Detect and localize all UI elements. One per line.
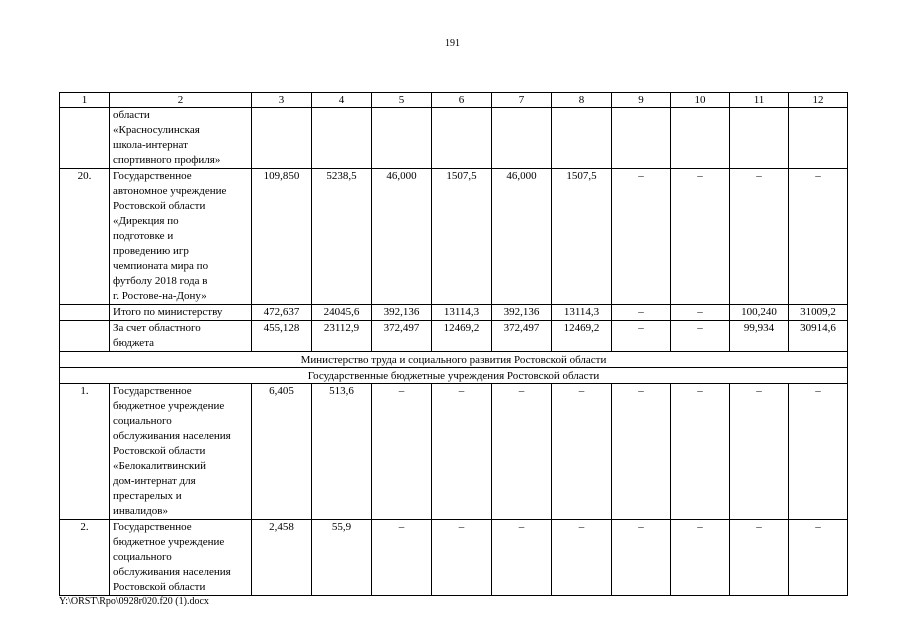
value-cell [252, 108, 312, 169]
value-cell: 13114,3 [552, 305, 612, 321]
value-cell: – [372, 384, 432, 520]
value-cell: 513,6 [312, 384, 372, 520]
value-cell: 2,458 [252, 520, 312, 596]
value-cell [730, 108, 789, 169]
value-cell: – [432, 384, 492, 520]
row-number [60, 321, 110, 352]
column-header: 11 [730, 93, 789, 108]
section-ministry-label: Министерство труда и социального развития Ростовской области [60, 352, 848, 368]
table-row [60, 520, 848, 596]
row-number [60, 305, 110, 321]
value-cell [432, 108, 492, 169]
value-cell: 472,637 [252, 305, 312, 321]
value-cell: – [789, 169, 848, 305]
value-cell: 13114,3 [432, 305, 492, 321]
table-row [60, 169, 848, 305]
column-header: 10 [671, 93, 730, 108]
value-cell: 6,405 [252, 384, 312, 520]
value-cell: 23112,9 [312, 321, 372, 352]
value-cell: – [612, 169, 671, 305]
value-cell: 100,240 [730, 305, 789, 321]
value-cell: 372,497 [372, 321, 432, 352]
value-cell: 46,000 [372, 169, 432, 305]
value-cell: – [671, 520, 730, 596]
value-cell [552, 108, 612, 169]
column-header: 9 [612, 93, 671, 108]
value-cell: 455,128 [252, 321, 312, 352]
row-number: 1. [60, 384, 110, 520]
file-path-footer: Y:\ORST\Rpo\0928r020.f20 (1).docx [59, 596, 209, 607]
value-cell: 30914,6 [789, 321, 848, 352]
value-cell: – [612, 321, 671, 352]
column-header: 4 [312, 93, 372, 108]
value-cell: – [730, 169, 789, 305]
value-cell: – [730, 520, 789, 596]
value-cell: – [730, 384, 789, 520]
value-cell [312, 108, 372, 169]
value-cell: 99,934 [730, 321, 789, 352]
value-cell: – [671, 321, 730, 352]
section-institutions-label: Государственные бюджетные учреждения Ростовской области [60, 368, 848, 384]
value-cell: – [671, 169, 730, 305]
value-cell: – [612, 305, 671, 321]
value-cell: 12469,2 [552, 321, 612, 352]
value-cell: 109,850 [252, 169, 312, 305]
section-ministry [60, 352, 848, 368]
value-cell [372, 108, 432, 169]
table-row [60, 321, 848, 352]
institution-name: Государственное автономное учреждение Ростовской области «Дирекция по подготовке и проведению игр чемпионата мира по футболу 2018 года в г. Ростове-на-Дону» [110, 169, 252, 305]
value-cell: 372,497 [492, 321, 552, 352]
table-row [60, 108, 848, 169]
value-cell: 392,136 [492, 305, 552, 321]
value-cell: – [789, 384, 848, 520]
value-cell: – [372, 520, 432, 596]
row-number: 20. [60, 169, 110, 305]
value-cell: – [671, 384, 730, 520]
value-cell: – [492, 384, 552, 520]
column-header: 3 [252, 93, 312, 108]
value-cell: – [552, 520, 612, 596]
value-cell [789, 108, 848, 169]
institution-name: Государственное бюджетное учреждение социального обслуживания населения Ростовской области «Белокалитвинский дом-интернат для престарелых и инвалидов» [110, 384, 252, 520]
row-number: 2. [60, 520, 110, 596]
value-cell: 392,136 [372, 305, 432, 321]
value-cell: 55,9 [312, 520, 372, 596]
column-header: 8 [552, 93, 612, 108]
value-cell: 1507,5 [552, 169, 612, 305]
value-cell: 31009,2 [789, 305, 848, 321]
value-cell [492, 108, 552, 169]
value-cell: – [612, 520, 671, 596]
table-row [60, 305, 848, 321]
value-cell [612, 108, 671, 169]
value-cell: 24045,6 [312, 305, 372, 321]
value-cell [671, 108, 730, 169]
value-cell: – [671, 305, 730, 321]
column-header: 5 [372, 93, 432, 108]
value-cell: – [432, 520, 492, 596]
value-cell: – [492, 520, 552, 596]
institution-name: области «Красносулинская школа-интернат спортивного профиля» [110, 108, 252, 169]
column-header: 1 [60, 93, 110, 108]
value-cell: – [552, 384, 612, 520]
section-institutions [60, 368, 848, 384]
value-cell: – [789, 520, 848, 596]
value-cell: 5238,5 [312, 169, 372, 305]
value-cell: – [612, 384, 671, 520]
institution-name: За счет областного бюджета [110, 321, 252, 352]
column-header: 6 [432, 93, 492, 108]
institution-name: Государственное бюджетное учреждение социального обслуживания населения Ростовской области [110, 520, 252, 596]
value-cell: 12469,2 [432, 321, 492, 352]
row-number [60, 108, 110, 169]
value-cell: 46,000 [492, 169, 552, 305]
data-table [59, 92, 848, 596]
column-header: 7 [492, 93, 552, 108]
value-cell: 1507,5 [432, 169, 492, 305]
header-row [60, 93, 848, 108]
institution-name: Итого по министерству [110, 305, 252, 321]
column-header: 2 [110, 93, 252, 108]
page-number: 191 [445, 38, 460, 49]
table-row [60, 384, 848, 520]
column-header: 12 [789, 93, 848, 108]
